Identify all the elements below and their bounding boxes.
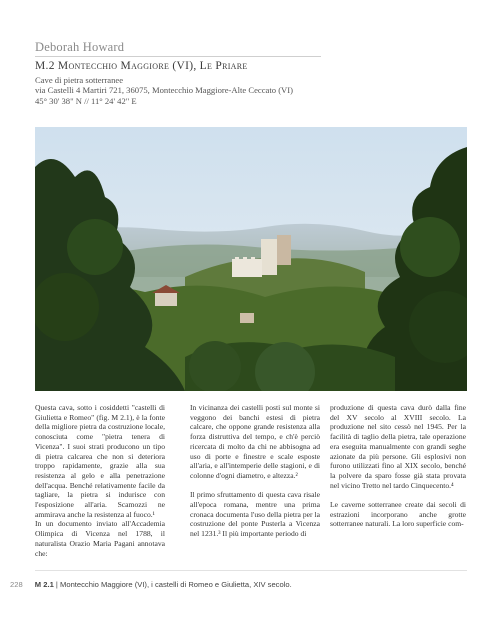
paragraph: In un documento inviato all'Accademia Olimpica di Vicenza nel 1788, il naturalista Orazio Maria Pagani annotava che:	[35, 519, 165, 558]
site-info	[35, 75, 293, 106]
site-address: via Castelli 4 Martiri 721, 36075, Montecchio Maggiore-Alte Ceccato (VI)	[35, 85, 293, 96]
text-column-1	[35, 403, 165, 558]
landscape-photo	[35, 127, 467, 391]
footer-rule	[35, 570, 467, 571]
figure-ref: M 2.1	[34, 580, 54, 589]
text-column-2	[190, 403, 320, 539]
figure-caption	[10, 580, 292, 589]
site-type: Cave di pietra sotterranee	[35, 75, 124, 85]
paragraph: Questa cava, sotto i cosiddetti "castelli di Giulietta e Romeo" (fig. M 2.1), è la fonte della migliore pietra da costruzione locale, conosciuta come "pietra tenera di Vicenza". I suoi strati producono un tipo di pietra calcarea che non si deteriora troppo rapidamente, grazie alla sua resistenza al gelo e alla penetrazione dell'acqua. Benché relativamente facile da tagliare, la pietra si indurisce con l'esposizione all'aria. Scamozzi ne ammirava anche la resistenza al fuoco.¹	[35, 403, 165, 519]
header-rule	[35, 56, 321, 57]
site-coordinates: 45° 30' 38" N // 11° 24' 42" E	[35, 95, 137, 106]
page-number: 228	[10, 580, 23, 589]
quotation: In vicinanza dei castelli posti sul monte si veggono dei banchi estesi di pietra calcare, che oppone grande resistenza alla forza distruttiva del tempo, e ch'è perciò ricercata di molto da chi ne abbisogna ad uso di porte e finestre e scale esposte all'aria, e all'intemperie delle stagioni, e di colonne d'ogni diametro, e altezza.²	[190, 403, 320, 480]
paragraph: Il primo sfruttamento di questa cava risale all'epoca romana, mentre una prima cronaca documenta l'uso della pietra per la costruzione del ponte Pusterla a Vicenza nel 1231.³ Il più importante periodo di	[190, 490, 320, 539]
entry-title: M.2 Montecchio Maggiore (VI), Le Priare	[35, 60, 248, 72]
paragraph: Le caverne sotterranee create dai secoli di estrazioni incorporano anche grotte sotterranee naturali. La loro superficie com-	[330, 500, 466, 529]
author-name: Deborah Howard	[35, 40, 125, 54]
paragraph: produzione di questa cava durò dalla fine del XV secolo al XVIII secolo. La produzione nel sito cessò nel 1945. Per la facilità di taglio della pietra, tale operazione era eseguita manualmente con grandi seghe azionate da più persone. Gli esplosivi non furono utilizzati fino al XIX secolo, benché la polvere da sparo fosse già stata provata nel vicino Tretto nel tardo Cinquecento.⁴	[330, 403, 466, 490]
text-column-3	[330, 403, 466, 529]
caption-sep: |	[55, 580, 61, 589]
caption-text: Montecchio Maggiore (VI), i castelli di Romeo e Giulietta, XIV secolo.	[60, 580, 292, 589]
